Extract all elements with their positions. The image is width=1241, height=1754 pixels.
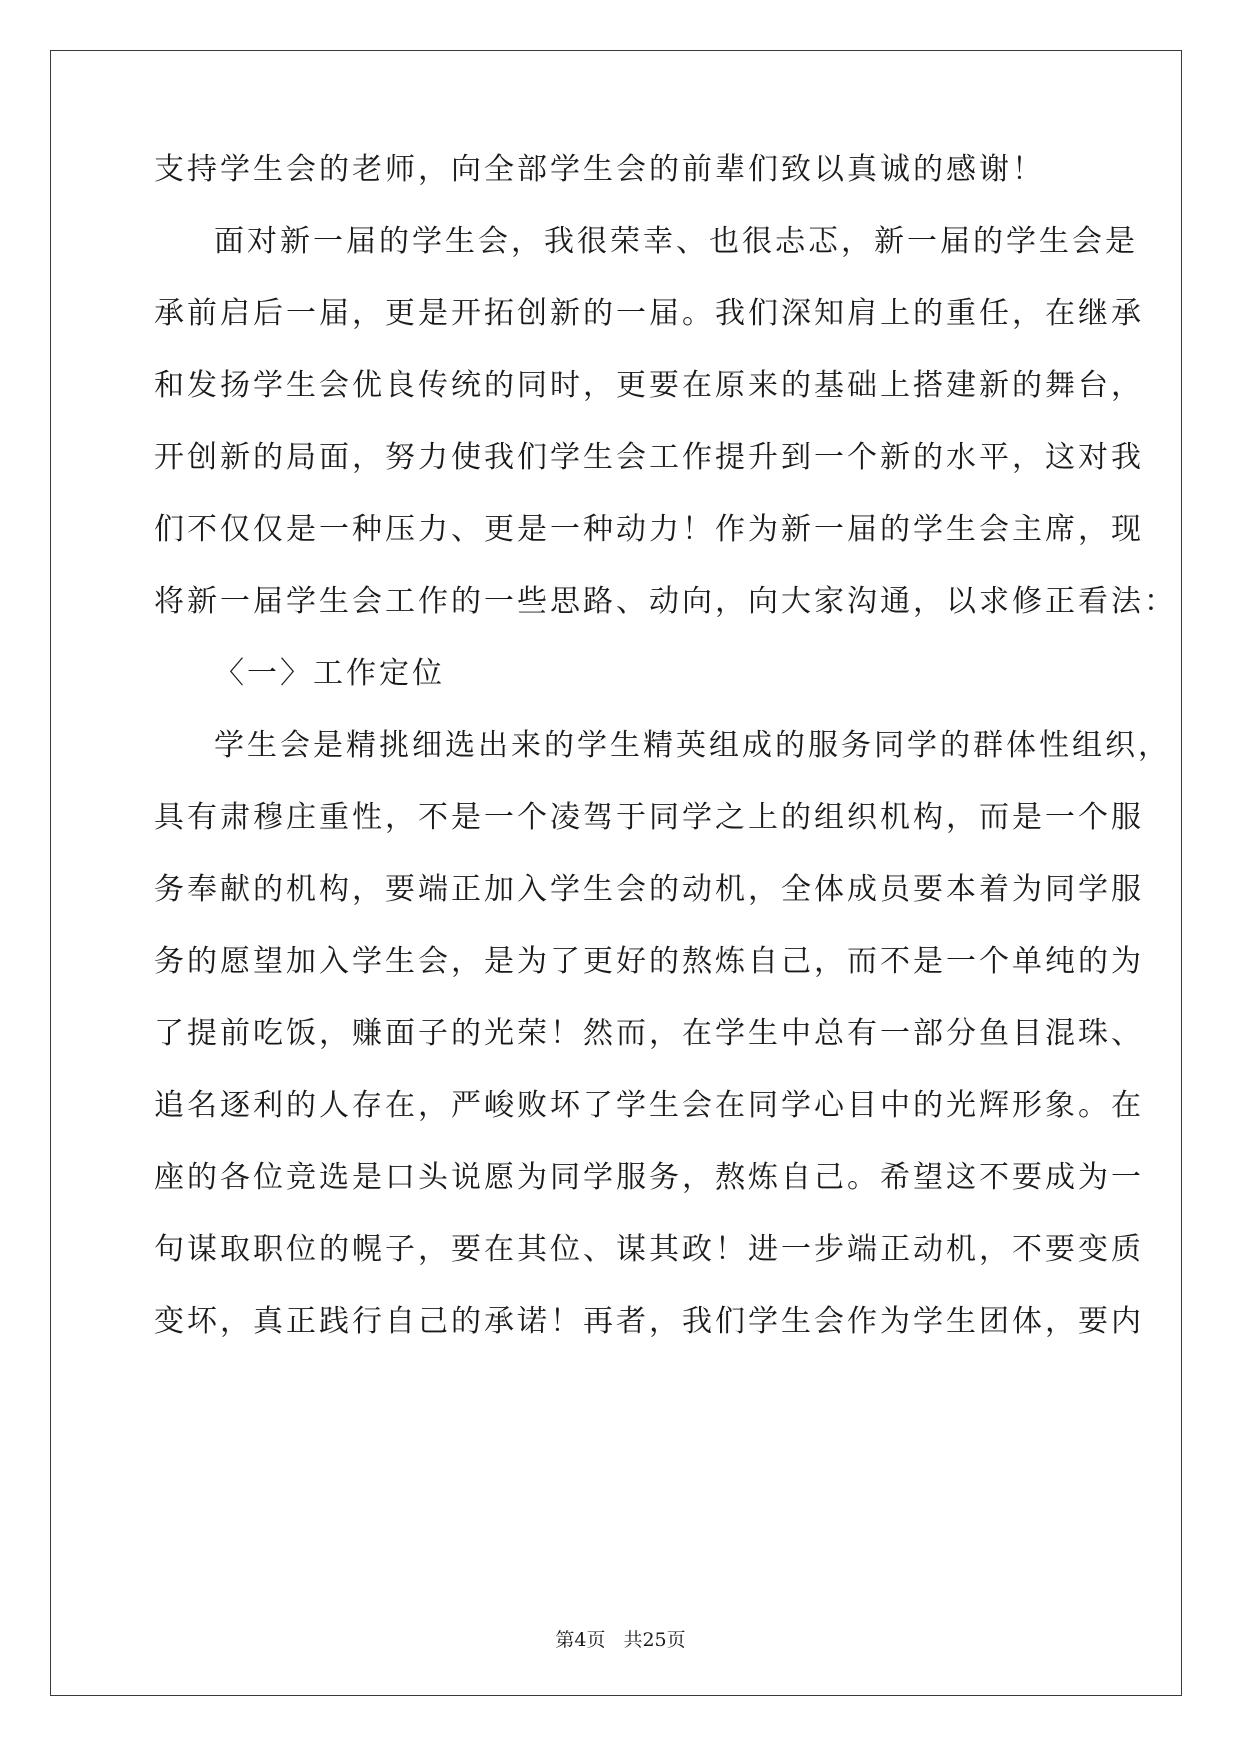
paragraph-line: 追名逐利的人存在，严峻败坏了学生会在同学心目中的光辉形象。在 <box>154 1088 1144 1123</box>
paragraph-line: 支持学生会的老师，向全部学生会的前辈们致以真诚的感谢！ <box>154 152 1045 187</box>
page-footer <box>0 1628 1241 1652</box>
paragraph-line: 具有肃穆庄重性，不是一个凌驾于同学之上的组织机构，而是一个服 <box>154 800 1144 835</box>
paragraph-line: 座的各位竞选是口头说愿为同学服务，熬炼自己。希望这不要成为一 <box>154 1160 1144 1195</box>
paragraph-line: 承前启后一届，更是开拓创新的一届。我们深知肩上的重任，在继承 <box>154 296 1144 331</box>
paragraph-line: 学生会是精挑细选出来的学生精英组成的服务同学的群体性组织， <box>214 728 1171 763</box>
paragraph-line: 务的愿望加入学生会，是为了更好的熬炼自己，而不是一个单纯的为 <box>154 944 1144 979</box>
paragraph-line: 将新一届学生会工作的一些思路、动向，向大家沟通，以求修正看法： <box>154 584 1177 619</box>
page-number: 第4页 <box>555 1629 606 1651</box>
section-heading: 〈一〉工作定位 <box>214 656 445 691</box>
paragraph-line: 们不仅仅是一种压力、更是一种动力！作为新一届的学生会主席，现 <box>154 512 1144 547</box>
paragraph-line: 了提前吃饭，赚面子的光荣！然而，在学生中总有一部分鱼目混珠、 <box>154 1016 1144 1051</box>
paragraph-line: 务奉献的机构，要端正加入学生会的动机，全体成员要本着为同学服 <box>154 872 1144 907</box>
page-total: 共25页 <box>623 1629 686 1651</box>
paragraph-line: 和发扬学生会优良传统的同时，更要在原来的基础上搭建新的舞台， <box>154 368 1144 403</box>
paragraph-line: 开创新的局面，努力使我们学生会工作提升到一个新的水平，这对我 <box>154 440 1144 475</box>
paragraph-line: 变坏，真正践行自己的承诺！再者，我们学生会作为学生团体，要内 <box>154 1304 1144 1339</box>
paragraph-line: 面对新一届的学生会，我很荣幸、也很忐忑，新一届的学生会是 <box>214 224 1138 259</box>
paragraph-line: 句谋取职位的幌子，要在其位、谋其政！进一步端正动机，不要变质 <box>154 1232 1144 1267</box>
